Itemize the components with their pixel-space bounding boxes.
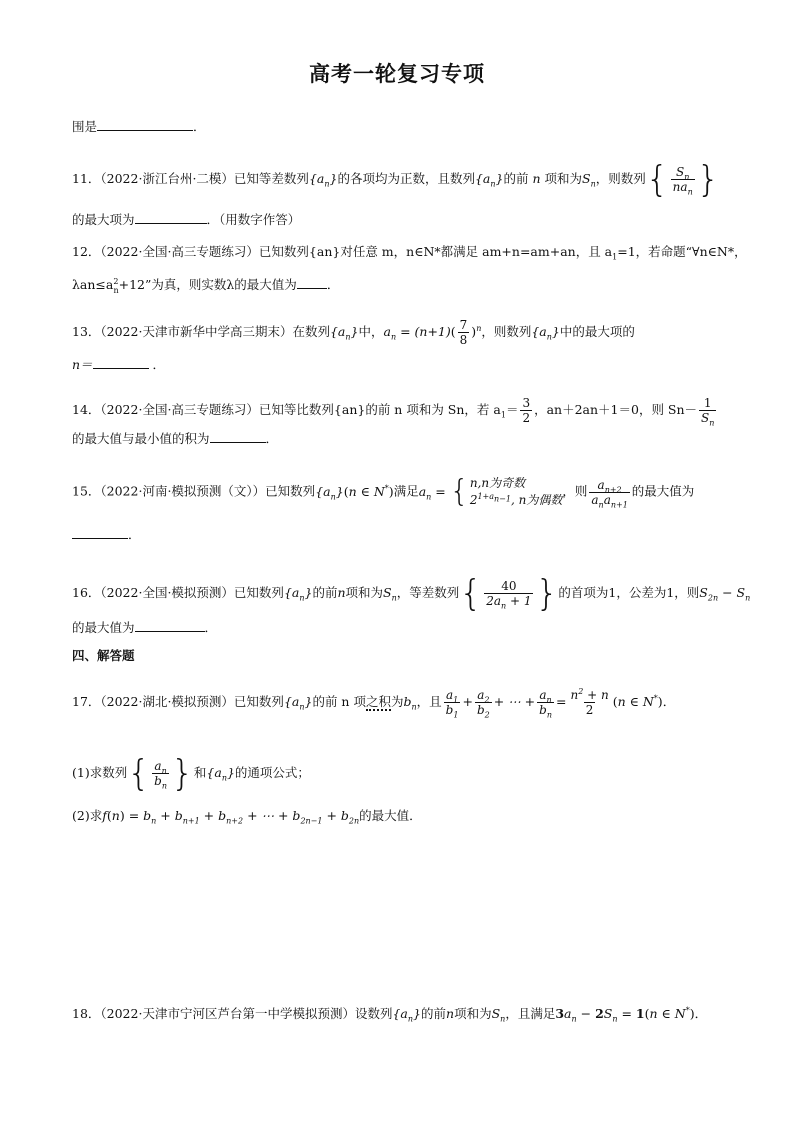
q14-number: 14．	[72, 402, 101, 417]
q11-text-5: ，则数列	[595, 171, 646, 187]
q11-seq-an: $\{a_n\}$	[308, 171, 338, 189]
q17-part1-label: (1)	[72, 765, 90, 781]
answer-blank	[93, 356, 149, 369]
answer-blank	[210, 430, 266, 443]
q16-text-4: ，等差数列	[396, 585, 460, 601]
question-16	[72, 572, 750, 615]
q14-fraction-1-sn: $\frac{1}{S_n}$	[701, 396, 715, 428]
q13-text-2: 中，	[358, 324, 384, 339]
prev-question-tail: 围是 ．	[72, 119, 206, 134]
q11-seq-an-2: $\{a_n\}$	[474, 171, 504, 189]
left-brace-icon: {	[645, 159, 669, 200]
q16-n: n	[337, 585, 346, 601]
q14-text-3: ，an＋2an＋1＝0，则 Sn－	[534, 402, 698, 417]
q17-seq-an: $\{a_n\}$	[283, 694, 313, 712]
q13-end: ．	[152, 357, 166, 372]
q17-part1-text-b: 和	[193, 765, 207, 781]
q16-text-1: 已知数列	[233, 585, 284, 601]
answer-blank	[97, 118, 193, 131]
question-16-line-2	[72, 619, 217, 635]
q15-text-1: 已知数列	[265, 483, 316, 499]
q17-source: （2022·湖北·模拟预测）	[100, 694, 234, 709]
q13-line2: n＝	[72, 357, 93, 372]
question-17: 17．（2022·湖北·模拟预测）已知数列$\{a_n\}$的前 n 项之积为$b_n$，且 $\frac{a_1}{b_1}$ + $\frac{a_2}{b_2}$ + ⋯ + $\frac{a_n}{b_n}$ = $\frac{n^2 + n}{2}$ (n ∈ N*)．	[72, 687, 676, 720]
q11-note: ．（用数字作答）	[206, 212, 301, 227]
q18-sn: $S_n$	[491, 1006, 506, 1024]
q13-text-4: 中的最大项的	[559, 324, 635, 339]
q16-text-3: 项和为	[345, 585, 384, 601]
q18-text-4: ，且满足	[505, 1006, 556, 1021]
section-heading: 四、解答题	[72, 648, 135, 663]
answer-blank	[297, 276, 327, 289]
q17-part2-text-a: 求	[89, 808, 103, 823]
right-brace-icon: }	[535, 573, 559, 614]
q14-source: （2022·全国·高三专题练习）	[100, 402, 259, 417]
q12-text-1b: =1，若命题“∀n∈N*，	[617, 244, 747, 259]
q11-fraction: $\frac{S_n}{na_n}$	[672, 165, 693, 197]
left-brace-icon: {	[459, 573, 483, 614]
q15-number: 15．	[72, 483, 101, 499]
question-14: 14．（2022·全国·高三专题练习）已知等比数列{an}的前 n 项和为 Sn，若 $a_1=$ $\frac{3}{2}$ ，an＋2an＋1＝0，则 Sn－ $\frac{1}{S_n}$	[72, 396, 715, 428]
q18-end: ．	[694, 1006, 708, 1021]
question-18	[72, 1005, 708, 1024]
q14-line2: 的最大值与最小值的积为	[72, 431, 210, 446]
question-12: 12．（2022·全国·高三专题练习）已知数列{an}对任意 m，n∈N*都满足 am+n=am+an，且 $a_1=1$，若命题“∀n∈N*，	[72, 244, 747, 262]
q17-part1-text-c: 的通项公式；	[234, 765, 310, 781]
q13-seq-an: $\{a_n\}$	[329, 324, 359, 342]
q14-fraction-3-2: $\frac{3}{2}$	[522, 396, 531, 425]
q11-text-4: 项和为	[544, 171, 583, 187]
q11-text-1: 已知等差数列	[233, 171, 309, 187]
question-14-line-2	[72, 430, 278, 446]
q11-text-2: 的各项均为正数，且数列	[337, 171, 475, 187]
q16-text-5: 的首项为1，公差为1，则	[558, 585, 700, 601]
answer-blank	[135, 619, 205, 632]
q16-seq-an: $\{a_n\}$	[283, 585, 313, 603]
q18-text-2: 的前	[420, 1006, 446, 1021]
q11-n: n	[528, 171, 545, 187]
q11-number: 11．	[72, 171, 101, 187]
question-12-line-2: $\lambda an\le a^2_n+12$”为真，则实数λ的最大值为 ．	[72, 276, 340, 295]
q15-text-3: ，则	[562, 483, 588, 499]
q16-source: （2022·全国·模拟预测）	[100, 585, 234, 601]
q17-bn: $b_n$	[403, 694, 417, 712]
question-11-line-2	[72, 211, 300, 227]
q15-text-4: 的最大值为	[631, 483, 695, 499]
q18-seq-an: $\{a_n\}$	[392, 1006, 421, 1024]
prev-tail-text: 围是	[72, 119, 98, 134]
q11-source: （2022·浙江台州·二模）	[100, 171, 234, 187]
q17-text-4: ，且	[416, 694, 442, 709]
q17-number: 17．	[72, 694, 101, 709]
answer-blank	[135, 211, 207, 224]
q15-source: （2022·河南·模拟预测（文））	[100, 483, 266, 499]
q12-end: ．	[326, 277, 340, 292]
q17-emphasis: 之积	[365, 694, 391, 709]
q18-number: 18．	[72, 1006, 101, 1021]
question-17-part-2	[72, 808, 422, 826]
q13-formula: $a_n = (n+1)$( $\frac{7}{8}$ )$^n$	[383, 318, 482, 347]
q14-text-1: 已知等比数列{an}的前 n 项和为 Sn，若 a	[258, 402, 501, 417]
q11-sn: $S_n$	[582, 171, 596, 189]
answer-blank	[72, 526, 128, 539]
q15-case-1: n,n为奇数	[469, 476, 526, 490]
q14-end: ．	[265, 431, 279, 446]
q17-sum: $\frac{a_1}{b_1}$ + $\frac{a_2}{b_2}$ + ⋯ + $\frac{a_n}{b_n}$ = $\frac{n^2 + n}{2}$ (n ∈ N*)	[445, 687, 663, 720]
question-15-line-2	[72, 526, 141, 542]
q13-text-3: ，则数列	[481, 324, 532, 339]
question-15	[72, 474, 694, 510]
q12-number: 12．	[72, 244, 101, 259]
q17-part2-text-b: 的最大值．	[359, 808, 422, 823]
question-17-part-1	[72, 752, 310, 795]
q13-number: 13．	[72, 324, 101, 339]
q14-text-2: ＝	[505, 402, 519, 417]
q16-line2: 的最大值为	[72, 620, 135, 635]
q15-cases: n,n为奇数 $2^{1+a_{n-1}}$, n为偶数	[469, 476, 563, 507]
q16-end: ．	[204, 620, 218, 635]
q16-text-2: 的前	[312, 585, 338, 601]
q12-text-1: 已知数列{an}对任意 m，n∈N*都满足 am+n=am+an，且 a	[258, 244, 613, 259]
left-brace-icon: {	[127, 753, 151, 794]
q13-seq-an-2: $\{a_n\}$	[531, 324, 560, 342]
q12-line2a: λan≤a	[72, 277, 114, 292]
page-title: 高考一轮复习专项	[309, 62, 485, 86]
q16-sn: $S_n$	[383, 585, 397, 603]
q18-text-3: 项和为	[454, 1006, 492, 1021]
q13-source: （2022·天津市新华中学高三期末）	[100, 324, 293, 339]
q16-number: 16．	[72, 585, 101, 601]
q17-text-2: 的前 n 项	[312, 694, 366, 709]
cases-brace-icon: {	[449, 474, 469, 509]
q13-text-1: 在数列	[292, 324, 330, 339]
question-13-line-2	[72, 356, 165, 372]
q17-part1-fraction: $\frac{a_n}{b_n}$	[154, 759, 167, 791]
q11-text-3: 的前	[503, 171, 529, 187]
q16-fraction: $\frac{40}{2a_n + 1}$	[486, 579, 532, 611]
question-11	[72, 158, 720, 201]
q18-n: n	[446, 1006, 455, 1021]
q12-source: （2022·全国·高三专题练习）	[100, 244, 259, 259]
q15-end: ．	[128, 527, 141, 542]
q18-source: （2022·天津市宁河区芦台第一中学模拟预测）	[100, 1006, 355, 1021]
q17-part2-label: (2)	[72, 808, 90, 823]
q15-case-2: n为偶数	[518, 493, 563, 507]
right-brace-icon: }	[696, 159, 720, 200]
q15-an-eq: $a_n$ =	[418, 483, 450, 501]
q18-text-1: 设数列	[354, 1006, 393, 1021]
q15-fraction: $\frac{a_{n+2}}{a_na_{n+1}}$	[591, 477, 628, 509]
question-13	[72, 318, 635, 347]
q18-formula: $3a_n - 2S_n = 1(n$ ∈ N*)	[555, 1005, 695, 1024]
q12-line2b: +12”为真，则实数λ的最大值为	[118, 277, 297, 292]
q17-text-3: 为	[390, 694, 404, 709]
q17-text-1: 已知数列	[233, 694, 284, 709]
q17-part1-seq: $\{a_n\}$	[206, 765, 235, 783]
q15-seq-an: $\{a_n\}(n$ ∈ N*)	[315, 483, 394, 501]
q11-line2: 的最大项为	[72, 212, 135, 227]
q17-part1-text-a: 求数列	[89, 765, 128, 781]
q17-part2-formula: $f(n) = b_n + b_{n+1} + b_{n+2}$ + ⋯ + $b_{2n-1} + b_{2n}$	[102, 808, 360, 826]
right-brace-icon: }	[170, 753, 194, 794]
q16-expr: $S_{2n} - S_n$	[699, 585, 751, 603]
q15-text-2: 满足	[393, 483, 419, 499]
